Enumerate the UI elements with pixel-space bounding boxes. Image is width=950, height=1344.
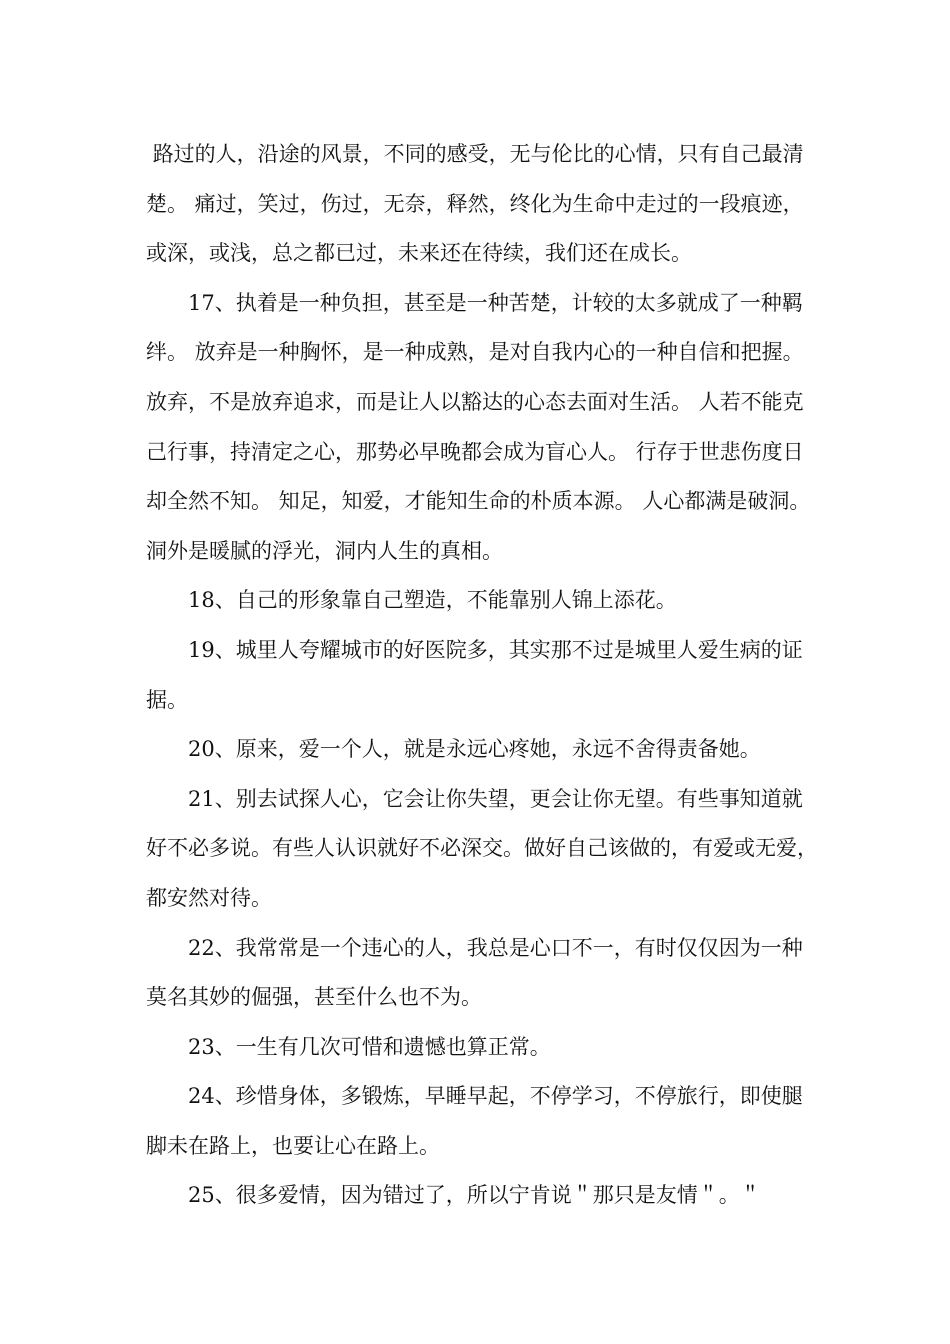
paragraph-21: 21、别去试探人心，它会让你失望，更会让你无望。有些事知道就好不必多说。有些人认识就好不必深交。做好自己该做的，有爱或无爱，都安然对待。 — [146, 786, 818, 910]
paragraph-23: 23、一生有几次可惜和遗憾也算正常。 — [188, 1034, 551, 1059]
paragraph-20: 20、原来，爱一个人，就是永远心疼她，永远不舍得责备她。 — [188, 737, 761, 762]
paragraph-intro: 路过的人，沿途的风景，不同的感受，无与伦比的心情，只有自己最清楚。 痛过，笑过，伤过，无奈，释然，终化为生命中走过的一段痕迹，或深，或浅，总之都已过，未来还在待续，我们还在成长。 — [146, 142, 804, 266]
paragraph-22: 22、我常常是一个违心的人，我总是心口不一，有时仅仅因为一种莫名其妙的倔强，甚至什么也不为。 — [146, 935, 803, 1010]
paragraph-18: 18、自己的形象靠自己塑造，不能靠别人锦上添花。 — [188, 588, 677, 613]
paragraph-25: 25、很多爱情，因为错过了，所以宁肯说＂那只是友情＂。＂ — [188, 1183, 761, 1208]
paragraph-24: 24、珍惜身体，多锻炼，早睡早起，不停学习，不停旅行，即使腿脚未在路上，也要让心在路上。 — [146, 1084, 803, 1158]
paragraph-17: 17、执着是一种负担，甚至是一种苦楚，计较的太多就成了一种羁绊。 放弃是一种胸怀，是一种成熟，是对自我内心的一种自信和把握。 放弃，不是放弃追求，而是让人以豁达的心态去面对生活。 人若不能克己行事，持清定之心，那势必早晚都会成为盲心人。 行存于世悲伤度日却全然不知。 知足，知爱，才能知生命的朴质本源。 人心都满是破洞。 洞外是暖腻的浮光，洞内人生的真相。 — [146, 290, 818, 563]
paragraph-19: 19、城里人夸耀城市的好医院多，其实那不过是城里人爱生病的证据。 — [146, 637, 803, 712]
document-body — [146, 130, 818, 1221]
